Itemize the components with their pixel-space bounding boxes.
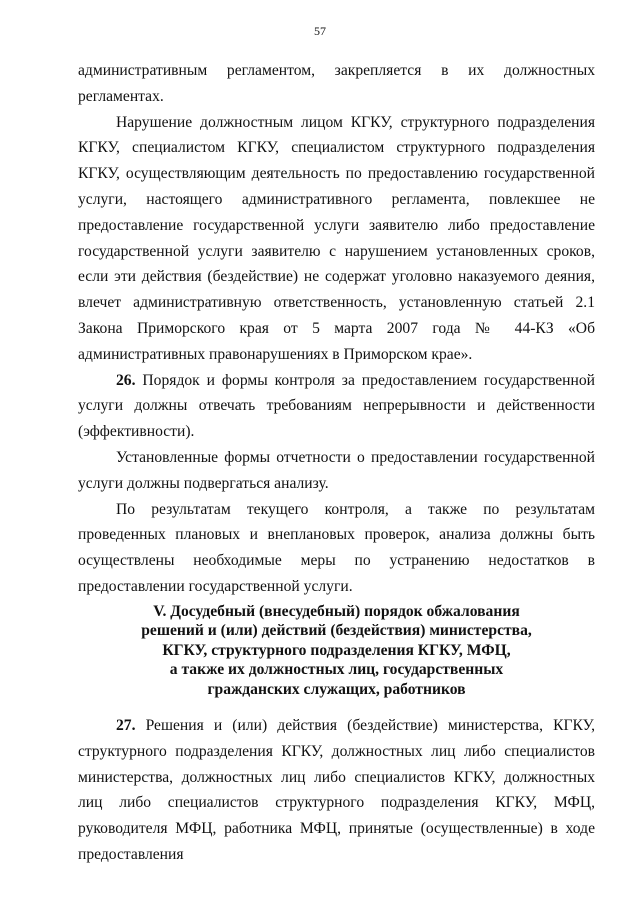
heading-line: решений и (или) действий (бездействия) министерства, bbox=[141, 622, 532, 640]
paragraph-text: Порядок и формы контроля за предоставлением государственной услуги должны отвечать требованиям непрерывности и действенности (эффективности). bbox=[78, 371, 596, 441]
paragraph-1 bbox=[78, 110, 595, 368]
paragraph-text: административным регламентом, закрепляется в их должностных регламентах. bbox=[78, 62, 595, 105]
paragraph-number: 27. bbox=[116, 717, 136, 734]
paragraph-text: Решения и (или) действия (бездействие) министерства, КГКУ, структурного подразделения КГКУ, должностных лиц либо специалистов министерства, должностных лиц либо специалистов КГКУ, должностных лиц либо специалистов структурного подразделения КГКУ, МФЦ, руководителя МФЦ, работника МФЦ, принятые (осуществленные) в ходе предоставления bbox=[78, 717, 595, 863]
heading-line: V. Досудебный (внесудебный) порядок обжалования bbox=[153, 603, 520, 620]
paragraph-4 bbox=[78, 497, 595, 600]
paragraph-text: По результатам текущего контроля, а также по результатам проведенных плановых и внеплановых проверок, анализа должны быть осуществлены необходимые меры по устранению недостатков в предоставлении государственной услуги. bbox=[78, 500, 595, 595]
paragraph-26 bbox=[78, 368, 595, 445]
section-heading bbox=[78, 602, 595, 699]
heading-line: гражданских служащих, работников bbox=[207, 680, 466, 698]
body-text-bottom bbox=[78, 713, 595, 868]
paragraph-0 bbox=[78, 58, 595, 110]
heading-line: а также их должностных лиц, государственных bbox=[169, 661, 504, 679]
heading-line: КГКУ, структурного подразделения КГКУ, МФЦ, bbox=[162, 641, 511, 659]
paragraph-27 bbox=[78, 713, 595, 868]
paragraph-text: Установленные формы отчетности о предоставлении государственной услуги должны подвергаться анализу. bbox=[78, 448, 595, 492]
paragraph-number: 26. bbox=[116, 371, 136, 389]
paragraph-text: Нарушение должностным лицом КГКУ, структурного подразделения КГКУ, специалистом КГКУ, специалистом структурного подразделения КГКУ, осуществляющим деятельность по предоставлению государственной услуги, настоящего административного регламента, повлекшее не предоставление государственной услуги заявителю либо предоставление государственной услуги заявителю с нарушением установленных сроков, если эти действия (бездействие) не содержат уголовно наказуемого деяния, влечет административную ответственность, установленную статьей 2.1 Закона Приморского края от 5 марта 2007 года № 44-КЗ «Об административных правонарушениях в Приморском крае». bbox=[78, 113, 595, 363]
body-text-top bbox=[78, 58, 595, 600]
page-number: 57 bbox=[314, 24, 326, 38]
paragraph-3 bbox=[78, 445, 595, 497]
